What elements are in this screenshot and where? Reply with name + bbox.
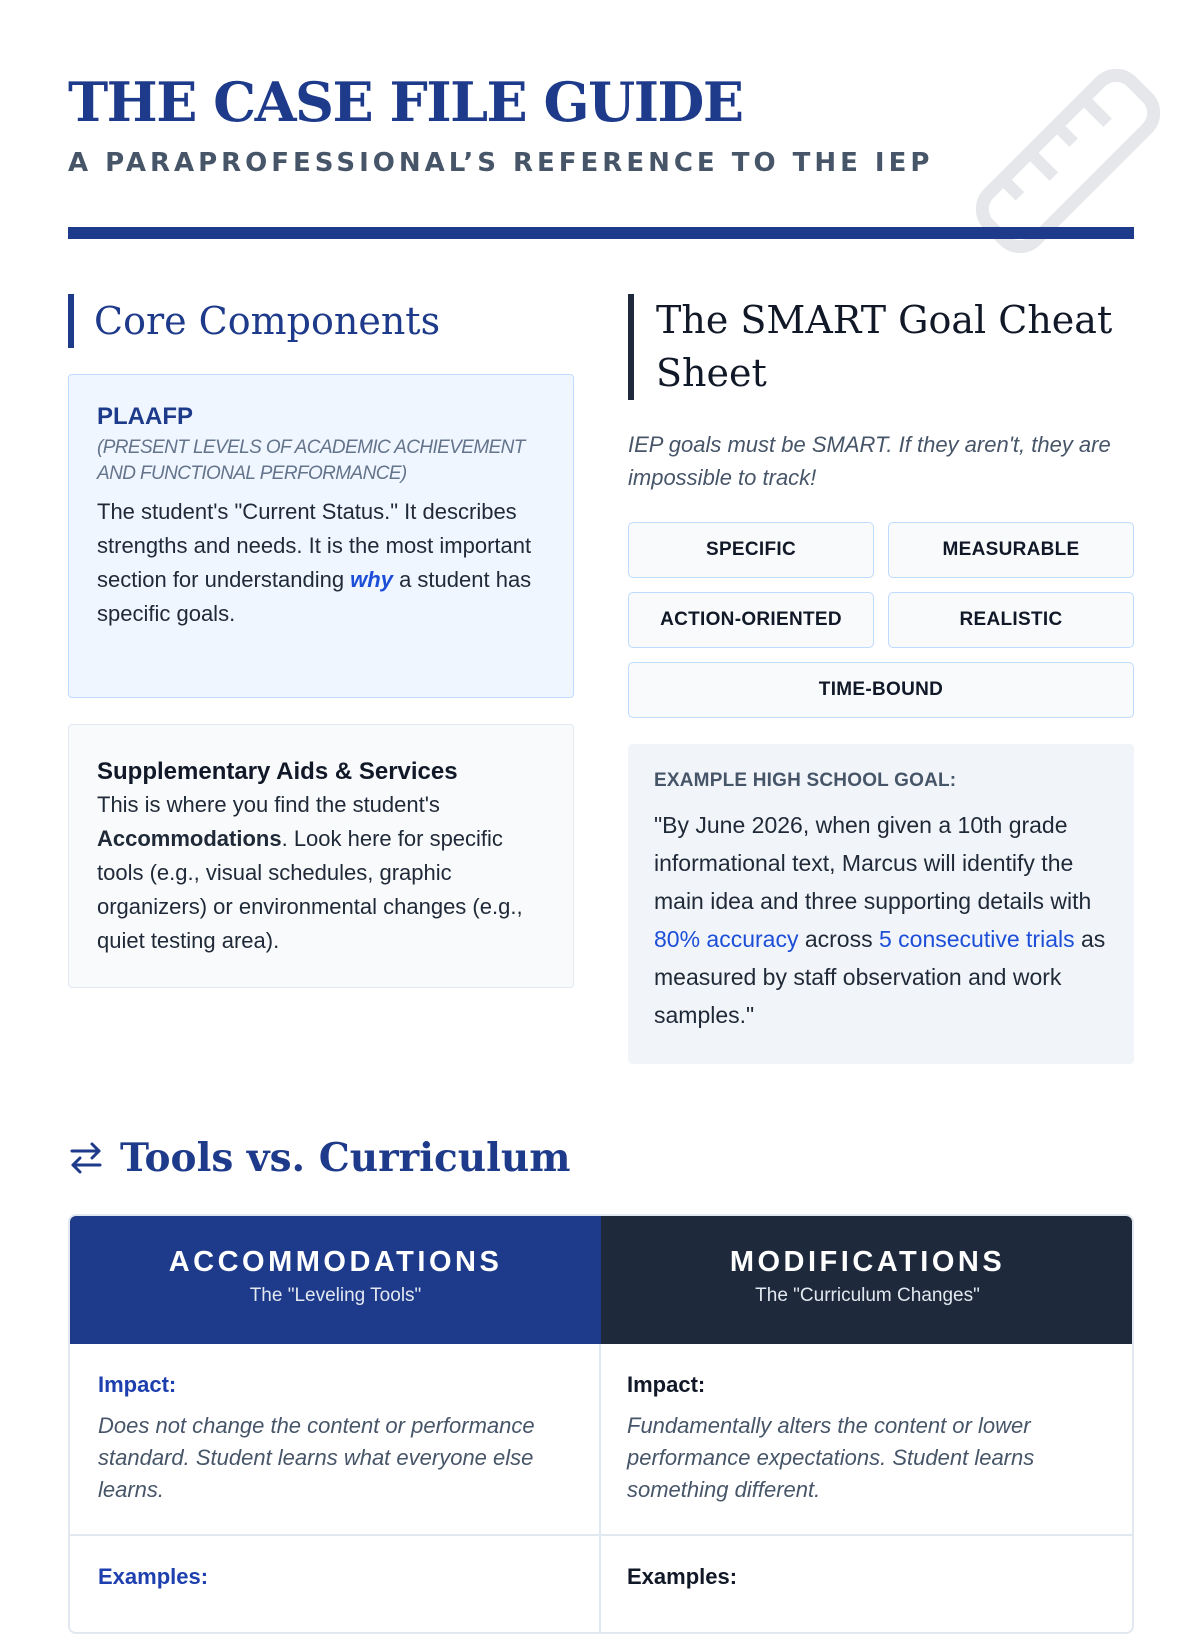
modifications-title: MODIFICATIONS	[729, 1246, 1006, 1278]
tools-vs-curriculum-heading: Tools vs. Curriculum	[120, 1135, 571, 1181]
smart-realistic: REALISTIC	[888, 592, 1134, 648]
plaafp-title: PLAAFP	[97, 403, 193, 430]
trials-highlight: 5 consecutive trials	[879, 926, 1075, 952]
emphasis-why: why	[350, 567, 393, 592]
header-divider	[68, 227, 1134, 239]
accommodations-title: ACCOMMODATIONS	[168, 1246, 503, 1278]
example-goal-text: "By June 2026, when given a 10th grade informational text, Marcus will identify the main idea and three supporting details with 80% accuracy across 5 consecutive trials as measured by staff observation and work samples."	[654, 812, 1106, 1028]
modifications-header	[601, 1216, 1134, 1344]
smart-time-bound: TIME-BOUND	[628, 662, 1134, 718]
plaafp-card	[68, 374, 574, 698]
modifications-impact-text: Fundamentally alters the content or lower performance expectations. Student learns something different.	[627, 1413, 1035, 1502]
supplementary-aids-description: This is where you find the student's Accommodations. Look here for specific tools (e.g., visual schedules, graphic organizers) or environmental changes (e.g., quiet testing area).	[97, 792, 523, 953]
page-subtitle: A PARAPROFESSIONAL’S REFERENCE TO THE IEP	[68, 148, 934, 178]
accommodations-header	[70, 1216, 601, 1344]
accommodations-impact-cell	[70, 1344, 601, 1536]
modifications-subtitle: The "Curriculum Changes"	[755, 1285, 980, 1306]
accommodations-emphasis: Accommodations	[97, 826, 282, 851]
smart-intro: IEP goals must be SMART. If they aren't, they are impossible to track!	[628, 432, 1111, 490]
accuracy-highlight: 80% accuracy	[654, 926, 799, 952]
accommodations-impact-text: Does not change the content or performance standard. Student learns what everyone else learns.	[98, 1413, 535, 1502]
modifications-impact-label: Impact:	[627, 1372, 706, 1397]
accommodations-examples-cell	[70, 1536, 601, 1634]
modifications-examples-cell	[601, 1536, 1134, 1634]
core-components-heading: Core Components	[68, 294, 440, 348]
example-goal-box	[628, 744, 1134, 1064]
smart-measurable: MEASURABLE	[888, 522, 1134, 578]
accommodations-examples-label: Examples:	[98, 1564, 209, 1589]
comparison-table	[68, 1214, 1134, 1634]
smart-action-oriented: ACTION-ORIENTED	[628, 592, 874, 648]
page-title: THE CASE FILE GUIDE	[68, 70, 743, 134]
accommodations-subtitle: The "Leveling Tools"	[249, 1285, 422, 1306]
example-goal-label: EXAMPLE HIGH SCHOOL GOAL:	[654, 770, 957, 791]
accommodations-impact-label: Impact:	[98, 1372, 177, 1397]
supplementary-aids-card	[68, 724, 574, 988]
swap-arrows-icon	[68, 1140, 104, 1176]
smart-goal-heading: The SMART Goal Cheat Sheet	[628, 294, 1146, 400]
plaafp-subtitle: (PRESENT LEVELS OF ACADEMIC ACHIEVEMENT AND FUNCTIONAL PERFORMANCE)	[97, 437, 525, 484]
plaafp-description: The student's "Current Status." It describes strengths and needs. It is the most important section for understanding why a student has specific goals.	[97, 499, 532, 626]
modifications-impact-cell	[601, 1344, 1134, 1536]
supplementary-aids-title: Supplementary Aids & Services	[97, 758, 458, 785]
modifications-examples-label: Examples:	[627, 1564, 738, 1589]
smart-specific: SPECIFIC	[628, 522, 874, 578]
